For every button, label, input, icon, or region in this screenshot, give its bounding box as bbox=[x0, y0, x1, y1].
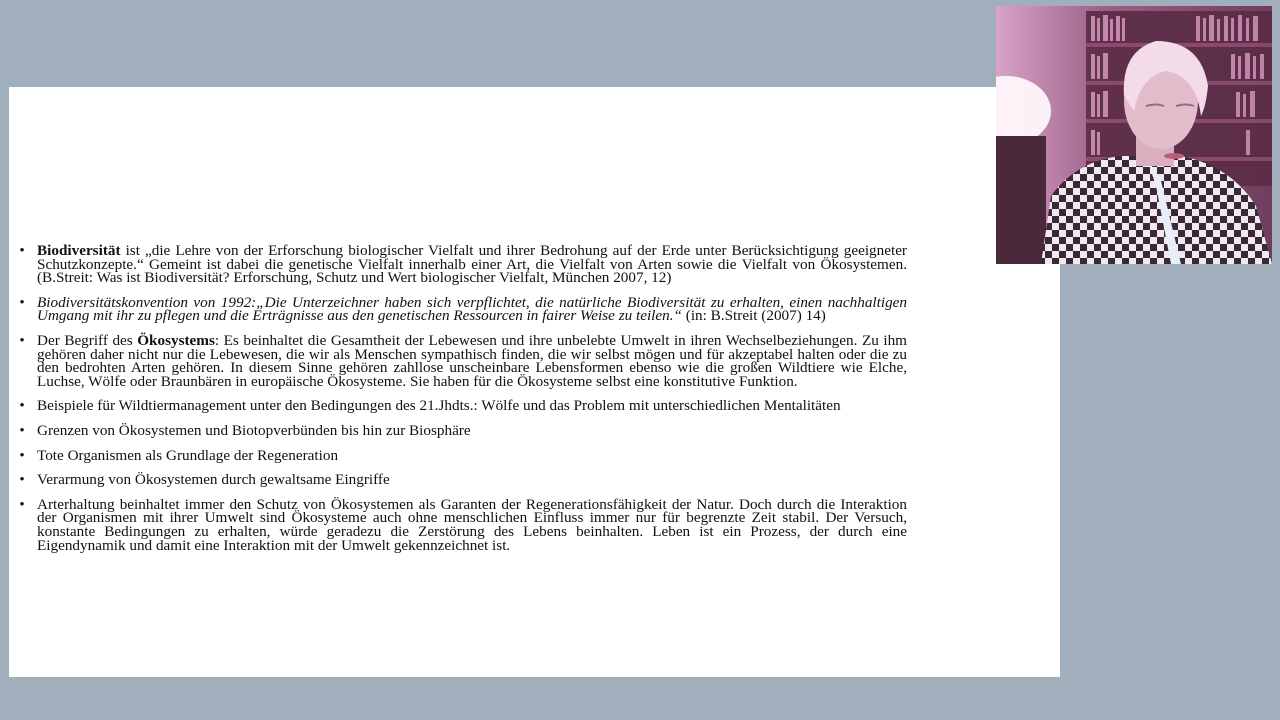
bullet-text: Grenzen von Ökosystemen und Biotopverbünden bis hin zur Biosphäre bbox=[37, 421, 471, 439]
bullet-icon bbox=[17, 424, 27, 438]
term-oekosystem: Ökosystems bbox=[137, 331, 215, 349]
list-item bbox=[21, 244, 907, 285]
bullet-text: Beispiele für Wildtiermanagement unter den Bedingungen des 21.Jhdts.: Wölfe und das Problem mit unterschiedlichen Mentalitäten bbox=[37, 397, 841, 415]
bullet-icon bbox=[17, 449, 27, 463]
list-item bbox=[21, 446, 907, 464]
bullet-text: Verarmung von Ökosystemen durch gewaltsame Eingriffe bbox=[37, 471, 390, 489]
bullet-list bbox=[21, 244, 907, 563]
convention-quote: Biodiversitätskonvention von 1992:„Die Unterzeichner haben sich verpflichtet, die natürliche Biodiversität zu erhalten, einen nachhaltigen Umgang mit ihr zu pflegen und die Erträgnisse aus den genetischen Ressourcen in fairer Weise zu teilen.“ bbox=[37, 293, 907, 325]
list-item bbox=[21, 421, 907, 439]
webcam-video-feed[interactable] bbox=[996, 6, 1272, 264]
webcam-image bbox=[996, 6, 1272, 264]
bullet-text: ist „die Lehre von der Erforschung biologischer Vielfalt und ihrer Bedrohung auf der Erde unter Berücksichtigung geeigneter Schutzkonzepte.“ Gemeint ist dabei die genetische Vielfalt innerhalb einer Art, die Vielfalt von Arten sowie die Vielfalt von Ökosystemen. (B.Streit: Was ist Biodiversität? Erforschung, Schutz und Wert biologischer Vielfalt, München 2007, 12) bbox=[37, 242, 907, 287]
bullet-icon bbox=[17, 473, 27, 487]
bullet-icon bbox=[17, 498, 27, 512]
bullet-icon bbox=[17, 296, 27, 310]
list-item bbox=[21, 331, 907, 390]
bullet-text: Tote Organismen als Grundlage der Regeneration bbox=[37, 446, 339, 464]
bullet-text: : Es beinhaltet die Gesamtheit der Lebewesen und ihre unbelebte Umwelt in ihren Wechselbeziehungen. Zu ihm gehören daher nicht nur die Lebewesen, die wir als Menschen sympathisch finden, die wir selbst mögen und für akzeptabel halten oder die zu den bedrohten Arten gehören. In diesem Sinne gehören zahllose unscheinbare Lebensformen ebenso wie die großen Wildtiere wie Elche, Luchse, Wölfe oder Braunbären in europäische Ökosysteme. Sie haben für die Ökosysteme selbst eine konstitutive Funktion. bbox=[37, 331, 907, 390]
bullet-text: Arterhaltung beinhaltet immer den Schutz von Ökosystemen als Garanten der Regenerationsfähigkeit der Natur. Doch durch die Interaktion der Organismen mit ihrer Umwelt sind Ökosysteme auch ohne menschlichen Einfluss immer nur für begrenzte Zeit stabil. Der Versuch, konstante Bedingungen zu erhalten, würde geradezu die Zerstörung des Lebens beinhalten. Leben ist ein Prozess, der durch eine Eigendynamik und damit eine Interaktion mit der Umwelt gekennzeichnet ist. bbox=[37, 495, 907, 554]
list-item bbox=[21, 293, 907, 325]
bullet-icon bbox=[17, 334, 27, 348]
term-biodiversitaet: Biodiversität bbox=[37, 242, 121, 259]
bullet-icon bbox=[17, 399, 27, 413]
bullet-prefix: Der Begriff des bbox=[37, 331, 138, 349]
presentation-slide bbox=[9, 87, 1060, 677]
list-item bbox=[21, 495, 907, 554]
bullet-text: (in: B.Streit (2007) 14) bbox=[681, 307, 826, 325]
list-item bbox=[21, 399, 907, 413]
list-item bbox=[21, 473, 907, 487]
bullet-icon bbox=[17, 244, 27, 258]
